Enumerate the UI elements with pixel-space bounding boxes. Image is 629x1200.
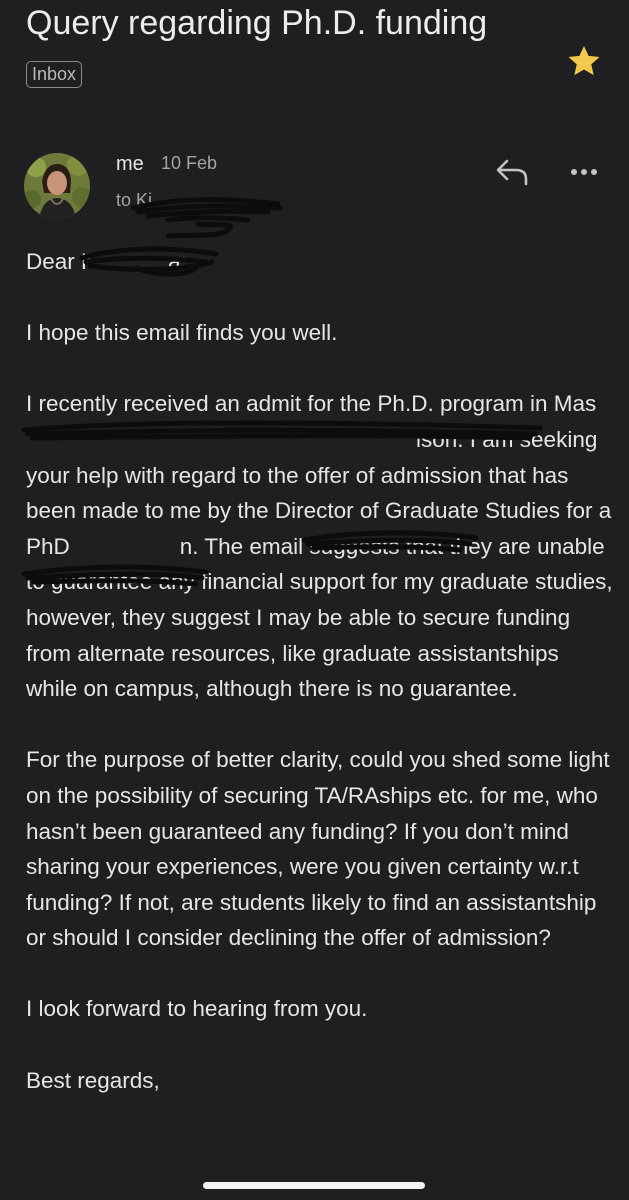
recipient-name: Ki	[136, 190, 153, 210]
home-indicator[interactable]	[203, 1182, 425, 1189]
greeting-name-fragment: K	[81, 249, 97, 274]
redacted-program-end: ison.	[416, 426, 464, 452]
sent-date: 10 Feb	[161, 153, 218, 173]
reply-icon[interactable]	[494, 157, 530, 187]
email-subject: Query regarding Ph.D. funding	[26, 4, 488, 42]
paragraph-1: I hope this email finds you well.	[26, 320, 338, 346]
paragraph-3: For the purpose of better clarity, could you shed some light on the possibility of securing TA/RAships etc. for me, who hasn’t been guaranteed any funding? If you don’t mind sharing your experiences, were you given certainty w.r.t funding? If not, are students likely to find an assistantship or should I consider declining the offer of admission?	[26, 747, 610, 951]
paragraph-2	[26, 386, 616, 706]
star-icon[interactable]	[565, 42, 603, 80]
greeting	[26, 244, 616, 280]
paragraph-2-middle: I am seeking your help with regard to the offer of admission that has been made to me by the Director of Graduate Studies for a	[26, 426, 612, 524]
recipients-line[interactable]	[116, 190, 152, 211]
sender-name[interactable]: me	[116, 153, 144, 175]
sender-avatar[interactable]	[24, 153, 90, 219]
more-options-icon[interactable]	[566, 160, 602, 184]
closing: Best regards,	[26, 1067, 160, 1093]
redacted-degree-end: n.	[179, 533, 199, 559]
redacted-degree-fragment: PhD	[26, 533, 70, 559]
paragraph-2-rest: The email suggests that they are unable to guarantee any financial support for my graduate studies, however, they suggest I may be able to secure funding from alternate resources, like graduate assistantships while on campus, although there is no guarantee.	[26, 533, 613, 702]
greeting-name-end: a:	[168, 249, 187, 274]
paragraph-4: I look forward to hearing from you.	[26, 996, 368, 1022]
inbox-label-chip[interactable]: Inbox	[26, 61, 82, 88]
email-body	[26, 244, 616, 1134]
to-prefix: to	[116, 190, 132, 210]
redacted-program-fragment: Mas	[553, 391, 597, 417]
greeting-prefix: Dear	[26, 249, 75, 274]
paragraph-2-line-1: I recently received an admit for the Ph.D. program in	[26, 391, 548, 417]
redacted-greeting-name	[81, 244, 187, 280]
